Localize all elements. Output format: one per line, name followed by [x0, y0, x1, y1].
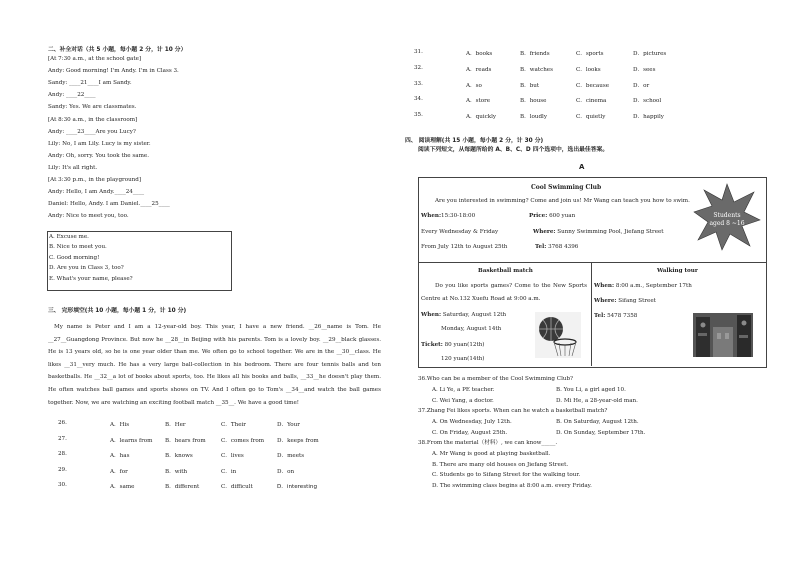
section4-instructions: 阅读下列短文，从每题所给的 A、B、C、D 四个选项中，选出最佳答案。 [418, 147, 609, 153]
club-dates: From July 12th to August 25th [421, 244, 508, 250]
dialogue-line: [At 3:30 p.m., in the playground] [48, 177, 142, 183]
dialogue-line: Andy: Hello, I am Andy.____24____ [48, 189, 145, 196]
basketball-when: When: Saturday, August 12th [421, 312, 507, 318]
cloze-option-d: D．on [277, 468, 295, 475]
dialogue-line: Sandy: Yes. We are classmates. [48, 104, 137, 111]
cloze-option-b: B．hears from [165, 437, 206, 444]
cloze-passage: My name is Peter and I am a 12-year-old boy. This year, I have a new friend. __26__name is Tom. He __27__Guangdong Province. But now he __28__in Beijing with his parents. Tom is a lovely boy. __29__black glasses. He is 13 years old, so he is one year older than me. We often go to school together. We are in the __30__class. He likes __31__very much. He has a very large ball-collection in his bedroom. There are four tennis balls and ten basketballs. He __32__a lot of books about sports, too. He likes all his books and balls, __33__he doesn't play them. He often watches ball games and sports shows on TV. And I often go to Tom's __34__and watch the ball games together. Now, we are watching an exciting football match __35__. We have a good time! [48, 324, 381, 406]
students-badge-icon [692, 182, 762, 252]
club-intro: Are you interested in swimming? Come and join us! Mr Wang can teach you how to swim. [435, 198, 690, 204]
cloze-number: 34. [414, 96, 423, 103]
basketball-hoop-icon [535, 312, 581, 358]
cloze-option-c: C．difficult [221, 484, 253, 491]
question-option: B. You Li, a girl aged 10. [556, 387, 626, 393]
cloze-option-c: C．sports [576, 51, 604, 57]
option-item: E. What's your name, please? [49, 275, 133, 282]
question-option: A. Mr Wang is good at playing basketball. [432, 451, 551, 457]
cloze-number: 26. [58, 420, 67, 426]
cloze-option-a: A．for [110, 468, 128, 475]
cloze-option-c: C．quietly [576, 114, 606, 121]
option-item: D. Are you in Class 3, too? [49, 265, 124, 272]
basketball-ticket: Ticket: 80 yuan(12th) [421, 342, 485, 348]
cloze-option-c: C．comes from [221, 437, 265, 444]
dialogue-line: Lily: No, I am Lily. Lucy is my sister. [48, 140, 151, 147]
part-label: A [579, 163, 585, 171]
option-item: C. Good morning! [49, 254, 100, 261]
basketball-ticket2: 120 yuan(14th) [441, 356, 485, 362]
club-where: Where: Sunny Swimming Pool, Jiefang Street [533, 229, 664, 235]
dialogue-line: Andy: ____22____ [48, 92, 96, 99]
question-option: B. There are many old houses on Jiefang Street. [432, 461, 569, 468]
cloze-option-d: D．school [633, 98, 662, 105]
cloze-option-d: D．keeps from [277, 437, 319, 444]
question-option: C. Wei Yang, a doctor. [432, 397, 494, 404]
club-price: Price: 600 yuan [529, 213, 576, 219]
cloze-number: 35. [414, 112, 423, 119]
cloze-option-c: C．in [221, 468, 237, 475]
cloze-option-b: B．knows [165, 453, 193, 460]
dialogue-line: [At 7:30 a.m., at the school gate] [48, 56, 142, 62]
question-stem: 36.Who can be a member of the Cool Swimming Club? [418, 376, 574, 382]
cloze-option-d: D．interesting [277, 484, 318, 491]
cloze-option-b: B．friends [520, 51, 550, 57]
walking-when: When: 8:00 a.m., September 17th [594, 283, 692, 289]
option-item: B. Nice to meet you. [49, 244, 107, 251]
club-title: Cool Swimming Club [531, 184, 602, 191]
cloze-option-d: D．sees [633, 66, 656, 73]
question-option: B. On Saturday, August 12th. [556, 419, 639, 425]
cloze-option-a: A．learns from [110, 437, 153, 444]
cloze-option-a: A．so [466, 82, 482, 89]
cloze-option-a: A．same [110, 484, 135, 491]
cloze-option-b: B．with [165, 468, 188, 475]
question-option: A. On Wednesday, July 12th. [432, 419, 512, 425]
option-item: A. Excuse me. [49, 234, 89, 240]
question-option: D. Mi He, a 28-year-old man. [556, 397, 638, 404]
cloze-option-a: A．has [110, 453, 130, 460]
cloze-option-a: A．books [466, 51, 493, 57]
cloze-option-d: D．pictures [633, 51, 667, 57]
cloze-option-a: A．store [466, 98, 491, 105]
cloze-option-c: C．cinema [576, 98, 607, 105]
club-days: Every Wednesday & Friday [421, 229, 499, 235]
question-stem: 38.From the material（材料）, we can know_____. [418, 440, 558, 446]
cloze-number: 30. [58, 482, 67, 489]
cloze-option-a: A．quickly [466, 114, 497, 121]
question-option: D. The swimming class begins at 8:00 a.m. every Friday. [432, 482, 592, 489]
dialogue-line: Daniel: Hello, Andy. I am Daniel.____25____ [48, 201, 170, 208]
cloze-number: 27. [58, 435, 67, 442]
cloze-option-b: B．house [520, 98, 547, 105]
cloze-option-a: A．reads [466, 66, 492, 73]
cloze-option-d: D．Your [277, 422, 300, 428]
basketball-title: Basketball match [478, 268, 533, 274]
cloze-option-c: C．looks [576, 66, 601, 73]
cloze-option-b: B．watches [520, 66, 553, 73]
cloze-option-c: C．lives [221, 453, 244, 460]
cloze-number: 28. [58, 451, 67, 458]
section3-title: 三、 完形填空(共 10 小题，每小题 1 分，计 10 分) [48, 308, 187, 314]
ads-divider-h [418, 262, 766, 263]
cloze-number: 33. [414, 80, 423, 87]
question-stem: 37.Zhang Fei likes sports. When can he watch a basketball match? [418, 408, 608, 414]
dialogue-line: [At 8:30 a.m., in the classroom] [48, 116, 138, 123]
badge-line2: aged 8 ~16 [709, 220, 745, 227]
cloze-option-c: C．Their [221, 422, 246, 428]
ads-divider-v [591, 262, 592, 366]
cloze-number: 31. [414, 49, 423, 55]
dialogue-line: Andy: Oh, sorry. You took the same. [48, 152, 149, 159]
dialogue-line: Andy: Good morning! I'm Andy. I'm in Class 3. [48, 68, 179, 75]
cloze-option-b: B．loudly [520, 114, 547, 121]
question-option: D. On Sunday, September 17th. [556, 429, 646, 436]
old-street-photo-icon [693, 313, 753, 357]
cloze-option-b: B．Her [165, 422, 186, 428]
dialogue-line: Sandy: ____21____I am Sandy. [48, 80, 132, 87]
walking-tel: Tel: 5478 7358 [594, 313, 638, 319]
question-option: A. Li Ye, a PE teacher. [432, 387, 495, 393]
cloze-option-b: B．different [165, 484, 200, 491]
cloze-option-a: A．His [110, 422, 130, 428]
dialogue-line: Lily: It's all right. [48, 164, 98, 171]
badge-line1: Students [713, 212, 741, 219]
dialogue-line: Andy: Nice to meet you, too. [48, 213, 129, 220]
cloze-option-c: C．because [576, 82, 610, 89]
cloze-option-d: D．or [633, 82, 650, 89]
cloze-option-d: D．meets [277, 453, 305, 460]
question-option: C. Students go to Sifang Street for the walking tour. [432, 472, 581, 478]
cloze-option-b: B．but [520, 82, 540, 89]
club-when: When:15:30-18:00 [421, 213, 476, 219]
cloze-number: 29. [58, 466, 67, 473]
walking-where: Where: Sifang Street [594, 298, 656, 304]
cloze-option-d: D．happily [633, 114, 664, 121]
section2-title: 二、补全对话（共 5 小题，每小题 2 分，计 10 分） [48, 47, 187, 53]
question-option: C. On Friday, August 25th. [432, 429, 508, 436]
section4-title: 四、 阅读理解(共 15 小题，每小题 2 分，计 30 分) [405, 138, 544, 144]
club-tel: Tel: 3768 4396 [535, 244, 579, 250]
basketball-text: Do you like sports games? Come to the New Sports Centre at No.132 Xuefu Road at 9:00 a.m. [421, 283, 587, 302]
cloze-number: 32. [414, 64, 423, 71]
walking-title: Walking tour [657, 268, 698, 274]
basketball-when2: Monday, August 14th [441, 326, 502, 332]
dialogue-line: Andy: ____23____Are you Lucy? [48, 128, 136, 135]
